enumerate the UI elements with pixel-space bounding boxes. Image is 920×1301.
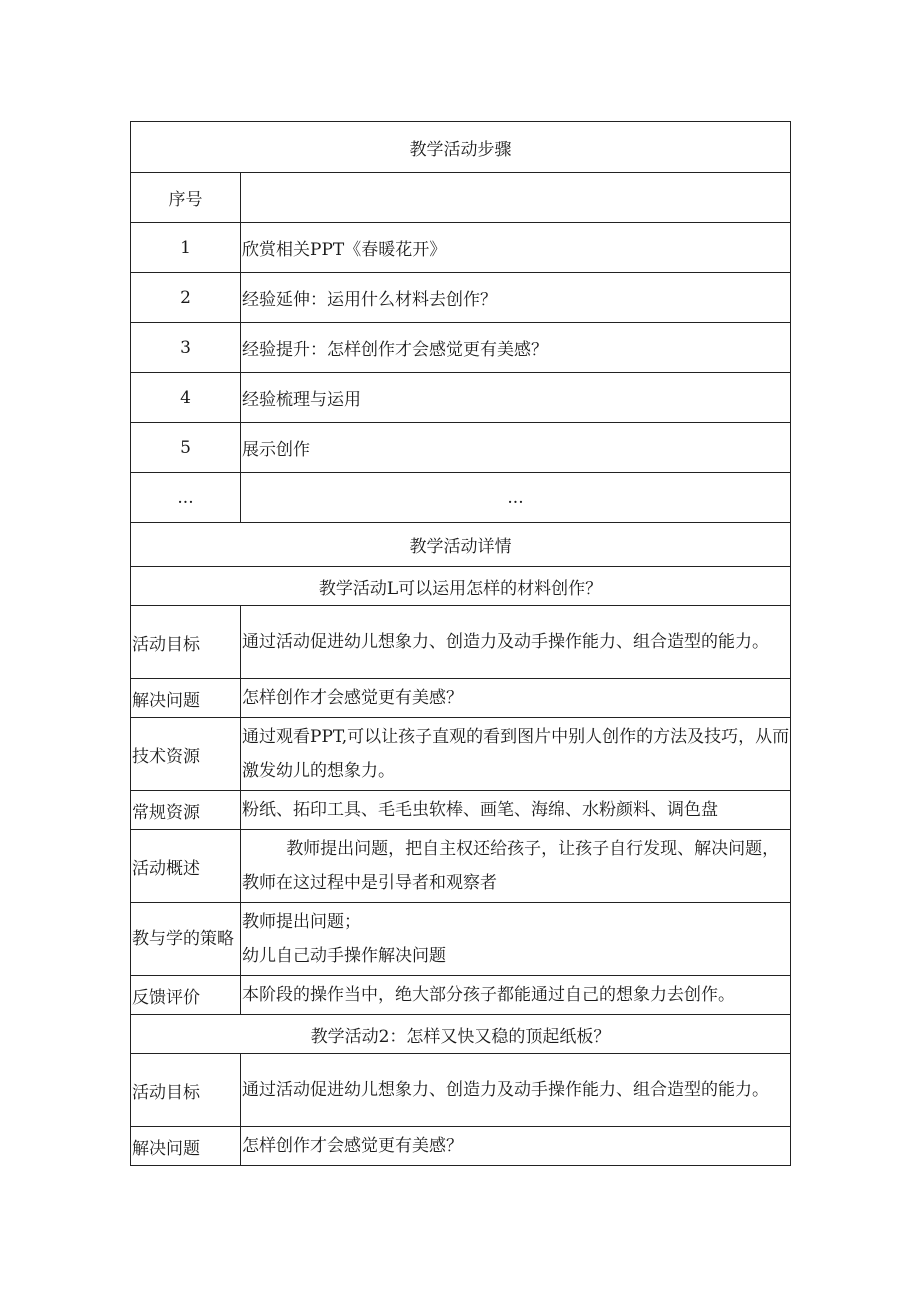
steps-title-row [131, 122, 791, 173]
step-number: 1 [131, 223, 241, 273]
activity1-strategy-row [131, 903, 791, 976]
teaching-activity-table [130, 121, 791, 1166]
activity1-feedback-row [131, 976, 791, 1015]
strategy-line-2: 幼儿自己动手操作解决问题 [242, 946, 446, 966]
step-row [131, 323, 791, 373]
feedback-text: 本阶段的操作当中，绝大部分孩子都能通过自己的想象力去创作。 [241, 976, 791, 1015]
step-number-ellipsis: ... [131, 473, 241, 523]
activity2-title-row [131, 1015, 791, 1054]
feedback-label: 反馈评价 [131, 976, 241, 1015]
activity2-problem-row [131, 1127, 791, 1166]
step-text-ellipsis: ... [241, 473, 791, 523]
goal-text: 通过活动促进幼儿想象力、创造力及动手操作能力、组合造型的能力。 [241, 1054, 791, 1127]
step-row [131, 423, 791, 473]
step-row [131, 223, 791, 273]
activity1-tech-row [131, 718, 791, 791]
step-number: 2 [131, 273, 241, 323]
step-text: 经验梳理与运用 [241, 373, 791, 423]
overview-text: 教师提出问题，把自主权还给孩子，让孩子自行发现、解决问题，教师在这过程中是引导者和观察者 [241, 830, 791, 903]
activity1-title: 教学活动L可以运用怎样的材料创作？ [131, 567, 791, 606]
activity2-title: 教学活动2：怎样又快又稳的顶起纸板？ [131, 1015, 791, 1054]
steps-section-title: 教学活动步骤 [131, 122, 791, 173]
strategy-line-1: 教师提出问题； [242, 912, 361, 932]
step-text: 经验延伸：运用什么材料去创作？ [241, 273, 791, 323]
step-text: 展示创作 [241, 423, 791, 473]
step-row-ellipsis [131, 473, 791, 523]
regular-label: 常规资源 [131, 791, 241, 830]
problem-text: 怎样创作才会感觉更有美感？ [241, 1127, 791, 1166]
strategy-label: 教与学的策略 [131, 903, 241, 976]
activity2-goal-row [131, 1054, 791, 1127]
content-header [241, 173, 791, 223]
regular-text: 粉纸、拓印工具、毛毛虫软棒、画笔、海绵、水粉颜料、调色盘 [241, 791, 791, 830]
goal-label: 活动目标 [131, 606, 241, 679]
step-row [131, 273, 791, 323]
activity1-title-row [131, 567, 791, 606]
activity1-overview-row [131, 830, 791, 903]
strategy-text [241, 903, 791, 976]
goal-text: 通过活动促进幼儿想象力、创造力及动手操作能力、组合造型的能力。 [241, 606, 791, 679]
step-text: 经验提升：怎样创作才会感觉更有美感？ [241, 323, 791, 373]
step-number: 3 [131, 323, 241, 373]
activity1-goal-row [131, 606, 791, 679]
overview-label: 活动概述 [131, 830, 241, 903]
activity1-regular-row [131, 791, 791, 830]
tech-text: 通过观看PPT,可以让孩子直观的看到图片中别人创作的方法及技巧，从而激发幼儿的想象力。 [241, 718, 791, 791]
steps-header-row [131, 173, 791, 223]
problem-label: 解决问题 [131, 679, 241, 718]
problem-text: 怎样创作才会感觉更有美感？ [241, 679, 791, 718]
index-header: 序号 [131, 173, 241, 223]
step-text: 欣赏相关PPT《春暖花开》 [241, 223, 791, 273]
goal-label: 活动目标 [131, 1054, 241, 1127]
tech-label: 技术资源 [131, 718, 241, 791]
activity1-problem-row [131, 679, 791, 718]
step-row [131, 373, 791, 423]
step-number: 5 [131, 423, 241, 473]
step-number: 4 [131, 373, 241, 423]
details-title-row [131, 523, 791, 567]
problem-label: 解决问题 [131, 1127, 241, 1166]
details-section-title: 教学活动详情 [131, 523, 791, 567]
